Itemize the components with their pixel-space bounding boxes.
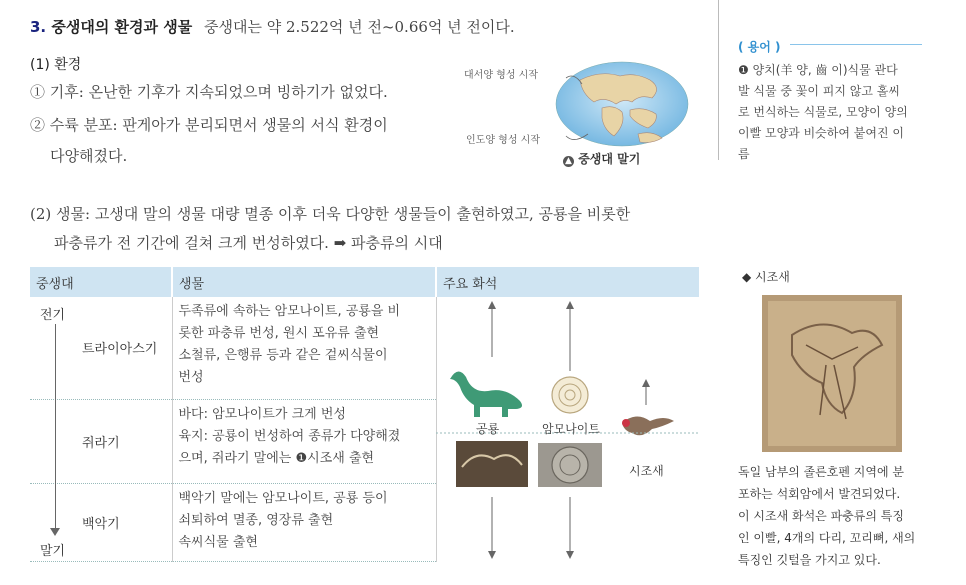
desc-line: 번성 [178,370,204,386]
term-line: ❶ 양치(羊 양, 齒 이)식물 관다 [738,63,898,77]
desc-line: 육지: 공룡이 번성하여 종류가 다양해졌 [178,428,401,444]
term-line: 발 식물 중 꽃이 피지 않고 홀씨 [738,84,900,98]
section-intro: 중생대는 약 2.522억 년 전~0.66억 년 전이다. [204,18,515,36]
side-divider [718,0,719,160]
table-desc [172,399,436,483]
time-axis-line [55,324,56,532]
caption-line: 포하는 석회암에서 발견되었다. [738,487,901,501]
section-number: 3. [30,18,47,36]
caption-line: 인 이빨, 4개의 다리, 꼬리뼈, 새의 [738,531,916,545]
desc-line: 바다: 암모나이트가 크게 번성 [178,406,346,422]
table-period: 트라이아스기 [30,297,172,399]
caption-line: 독일 남부의 졸른호펜 지역에 분 [738,465,904,479]
env-climate: ① 기후: 온난한 기후가 지속되었으며 빙하기가 없었다. [30,83,388,101]
caption-line: 특징인 깃털을 가지고 있다. [738,553,881,567]
term-box-heading: ( 용어 ) [738,40,781,54]
term-line: 이빨 모양과 비슷하여 붙여진 이 [738,126,904,140]
section-title-text: 중생대의 환경과 생물 [51,18,193,36]
axis-label-late: 말기 [40,544,66,559]
map-caption-text: 중생대 말기 [578,152,641,166]
map-label-atlantic: 대서양 형성 시작 [464,70,538,81]
table-header: 주요 화석 [436,267,699,297]
desc-line: 속씨식물 출현 [178,534,258,550]
bio-line-1: (2) 생물: 고생대 말의 생물 대량 멸종 이후 더욱 다양한 생물들이 출현하였고, 공룡을 비롯한 [30,205,631,223]
map-caption [563,150,640,167]
fossil-label-ammonite: 암모나이트 [542,422,600,436]
mesozoic-map-figure [540,58,700,150]
table-header: 생물 [172,267,436,297]
fossil-label-archaeopteryx: 시조새 [629,464,664,478]
table-desc [172,483,436,561]
arrow-up-circle-icon: ▲ [563,156,574,167]
term-line: 로 번식하는 식물로, 모양이 양의 [738,105,908,119]
archaeopteryx-fossil-photo [762,295,902,452]
desc-line: 백악기 말에는 암모나이트, 공룡 등이 [178,490,388,506]
table-header: 중생대 [30,267,172,297]
desc-line: 으며, 쥐라기 말에는 ❶시조새 출현 [178,450,375,466]
caption-line: 이 시조새 화석은 파충류의 특징 [738,509,904,523]
table-period: 쥐라기 [30,399,172,483]
env-landsea-1: ② 수륙 분포: 판게아가 분리되면서 생물의 서식 환경이 [30,116,388,134]
archaeopteryx-label: ◆ 시조새 [742,270,790,284]
desc-line: 쇠퇴하여 멸종, 영장류 출현 [178,512,334,528]
fossil-label-dinosaur: 공룡 [476,422,500,436]
axis-label-early: 전기 [40,308,66,323]
env-landsea-2: 다양해졌다. [50,147,128,165]
term-box-rule [790,44,922,45]
bio-line-2: 파충류가 전 기간에 걸쳐 크게 번성하였다. ➡ 파충류의 시대 [54,234,443,252]
env-heading: (1) 환경 [30,57,82,73]
arrow-down-icon [50,528,60,536]
table-desc [172,297,436,399]
term-line: 름 [738,147,750,161]
desc-line: 롯한 파충류 번성, 원시 포유류 출현 [178,326,380,342]
table-period: 백악기 [30,483,172,561]
desc-line: 소철류, 은행류 등과 같은 겉씨식물이 [178,348,388,364]
map-label-indian: 인도양 형성 시작 [466,135,540,146]
section-title [30,16,192,37]
desc-line: 두족류에 속하는 암모나이트, 공룡을 비 [178,304,401,320]
